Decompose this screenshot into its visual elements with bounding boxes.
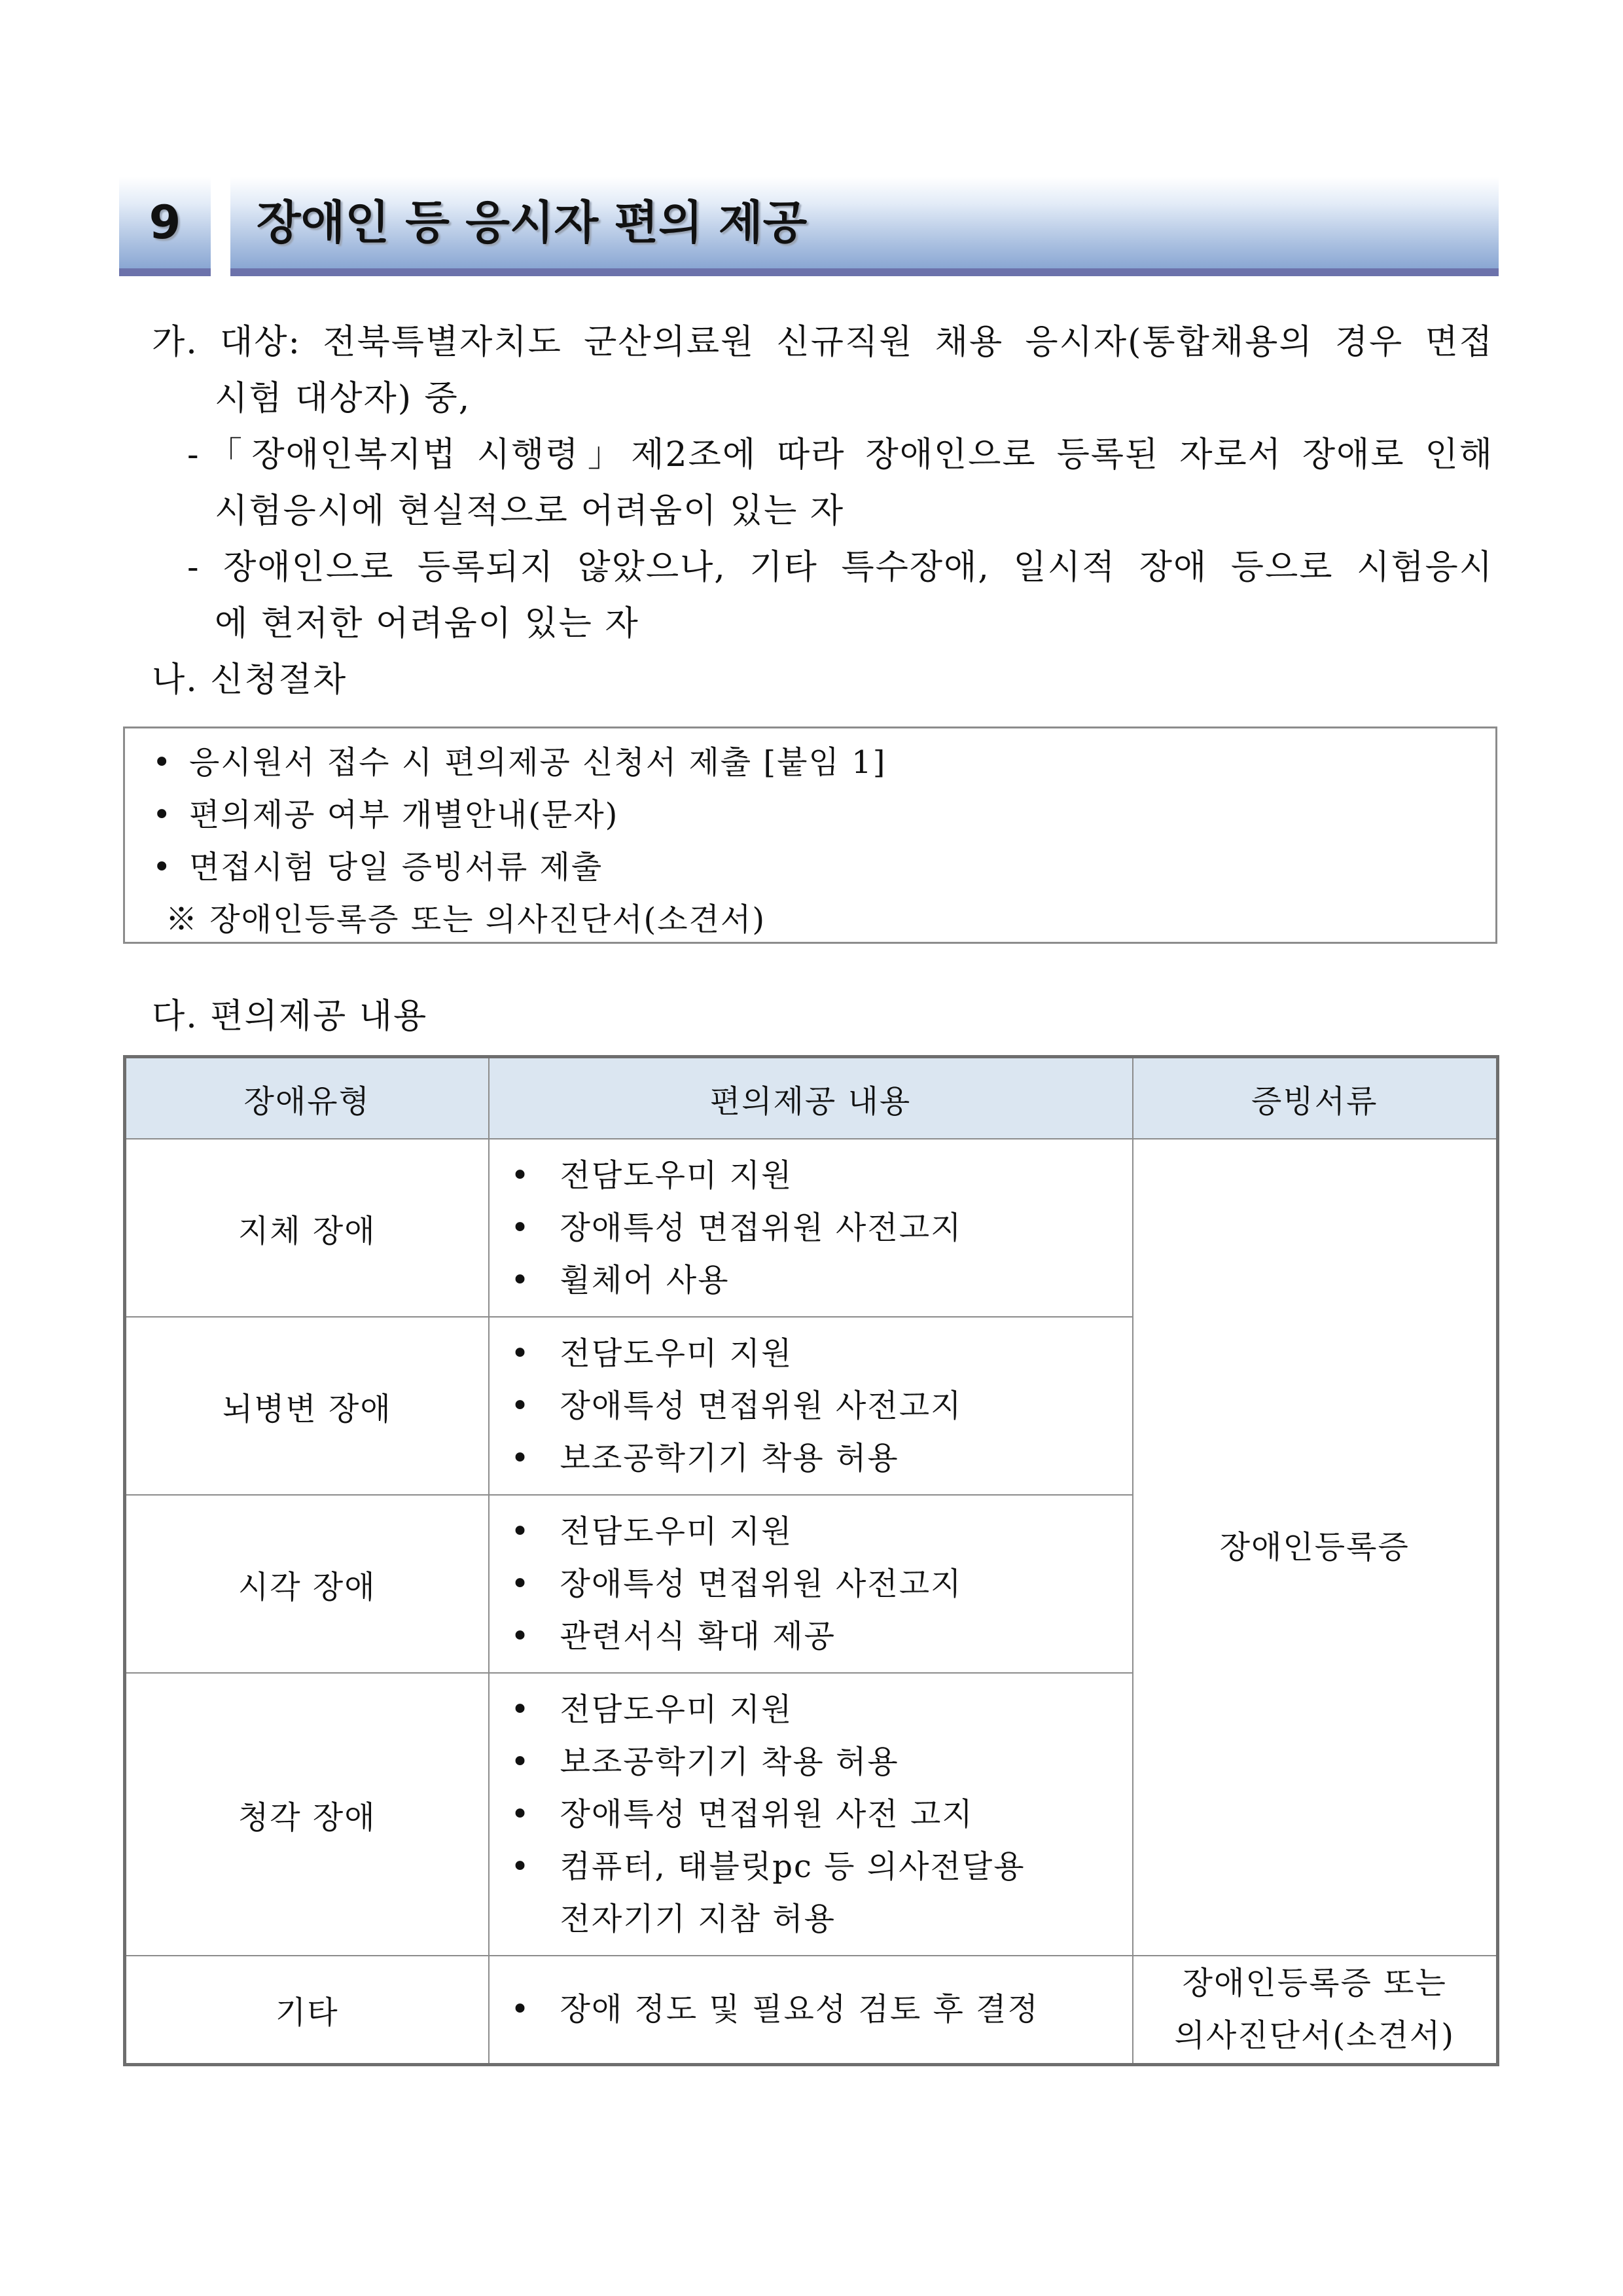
bullet-icon: • [510,1335,531,1372]
table-row [125,1956,1498,2064]
list-item: • 장애특성 면접위원 사전고지 [501,1558,1132,1610]
accommodation-cell [489,1956,1133,2064]
disability-type-cell: 뇌병변 장애 [125,1317,489,1495]
header-documents: 증빙서류 [1133,1057,1498,1139]
bullet-icon: • [510,1991,531,2028]
accommodation-cell [489,1495,1133,1673]
procedure-heading: 나. 신청절차 [152,660,348,700]
section-header [119,177,1499,276]
header-accommodation: 편의제공 내용 [489,1057,1133,1139]
bullet-icon: • [510,1210,531,1246]
content-heading: 다. 편의제공 내용 [152,997,428,1036]
section-number-box [119,177,211,276]
list-item: • 장애특성 면접위원 사전고지 [501,1202,1132,1254]
disability-type-cell: 청각 장애 [125,1673,489,1956]
list-item: • 전담도우미 지원 [501,1683,1132,1736]
procedure-box [123,726,1497,944]
list-item: • 보조공학기기 착용 허용 [501,1432,1132,1484]
accommodation-table [123,1055,1499,2066]
target-sub2-line-2: 에 현저한 어려움이 있는 자 [215,604,639,643]
bullet-icon: • [510,1388,531,1424]
bullet-icon: • [510,1796,531,1833]
target-sub1-line-2: 시험응시에 현실적으로 어려움이 있는 자 [215,492,845,531]
bullet-icon: • [510,1262,531,1299]
table-row [125,1139,1498,1317]
bullet-icon: • [510,1618,531,1655]
bullet-icon: • [510,1513,531,1550]
procedure-item: • 편의제공 여부 개별안내(문자) [152,789,618,841]
list-item: • 장애 정도 및 필요성 검토 후 결정 [501,1983,1132,2036]
bullet-icon: • [510,1744,531,1780]
section-title-box [230,177,1499,276]
document-other-line-2: 의사진단서(소견서) [1174,2017,1455,2054]
bullet-icon: • [152,849,173,886]
list-item: • 휠체어 사용 [501,1254,1132,1306]
bullet-icon: • [510,1566,531,1602]
section-number: 9 [149,196,181,249]
accommodation-cell [489,1317,1133,1495]
document-other-line-1: 장애인등록증 또는 [1182,1965,1447,2002]
target-sub2-line-1: - 장애인으로 등록되지 않았으나, 기타 특수장애, 일시적 장애 등으로 시험응시 [187,548,1493,587]
list-item: • 전담도우미 지원 [501,1327,1132,1380]
table-header-row [125,1057,1498,1139]
target-sub1-line-1: -「장애인복지법 시행령」제2조에 따라 장애인으로 등록된 자로서 장애로 인해 [187,435,1493,475]
list-item: • 컴퓨터, 태블릿pc 등 의사전달용 전자기기 지참 허용 [501,1840,1132,1945]
bullet-icon: • [152,797,173,833]
target-line-1: 가. 대상: 전북특별자치도 군산의료원 신규직원 채용 응시자(통합채용의 경우 면접 [152,323,1493,362]
list-item: • 전담도우미 지원 [501,1505,1132,1558]
bullet-icon: • [510,1848,531,1885]
list-item: • 전담도우미 지원 [501,1149,1132,1202]
bullet-icon: • [510,1691,531,1728]
procedure-note: ※ 장애인등록증 또는 의사진단서(소견서) [166,901,766,938]
bullet-icon: • [152,744,173,781]
list-item: • 장애특성 면접위원 사전고지 [501,1380,1132,1432]
procedure-item: • 응시원서 접수 시 편의제공 신청서 제출 [붙임 1] [152,736,886,789]
section-title: 장애인 등 응시자 편의 제공 [257,196,808,249]
header-disability-type: 장애유형 [125,1057,489,1139]
disability-type-cell: 기타 [125,1956,489,2064]
accommodation-cell [489,1673,1133,1956]
list-item: • 보조공학기기 착용 허용 [501,1736,1132,1788]
list-item: • 관련서식 확대 제공 [501,1610,1132,1662]
target-line-2: 시험 대상자) 중, [215,379,471,418]
list-item: • 장애특성 면접위원 사전 고지 [501,1788,1132,1840]
bullet-icon: • [510,1157,531,1194]
bullet-icon: • [510,1440,531,1477]
disability-type-cell: 시각 장애 [125,1495,489,1673]
document-cell-other [1133,1956,1498,2064]
procedure-item: • 면접시험 당일 증빙서류 제출 [152,841,603,893]
document-cell-main: 장애인등록증 [1133,1139,1498,1956]
accommodation-cell [489,1139,1133,1317]
disability-type-cell: 지체 장애 [125,1139,489,1317]
